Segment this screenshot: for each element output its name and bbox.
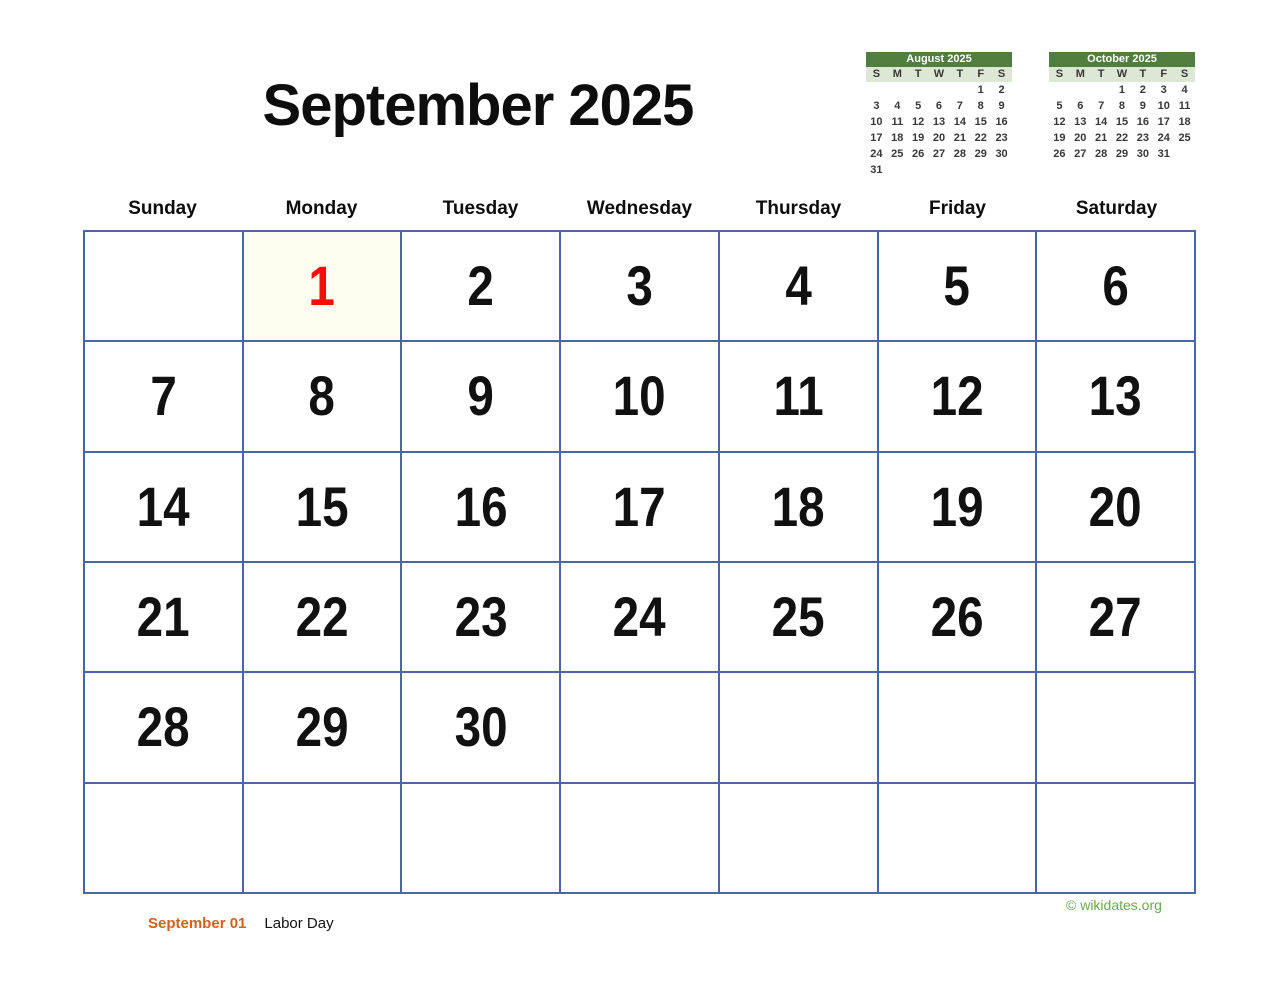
mini-day-10: 10	[870, 116, 883, 128]
mini-weekday-label: S	[1180, 68, 1189, 80]
day-number: 20	[1089, 474, 1143, 538]
mini-day-17: 17	[870, 132, 883, 144]
holiday-name-label: Labor Day	[264, 915, 334, 932]
day-cell-empty	[719, 783, 878, 893]
day-number: 16	[454, 474, 508, 538]
mini-day-5: 5	[1056, 100, 1063, 112]
page-title: September 2025	[262, 73, 694, 138]
mini-day-empty	[970, 162, 991, 178]
day-cell-1	[243, 231, 402, 341]
day-number: 4	[784, 254, 812, 318]
mini-day-27: 27	[1074, 148, 1087, 160]
mini-day-27: 27	[932, 148, 946, 160]
mini-day-empty	[991, 162, 1012, 178]
day-number: 28	[136, 695, 190, 759]
mini-day-28: 28	[953, 148, 966, 160]
mini-day-8: 8	[1118, 100, 1126, 112]
mini-day-14: 14	[953, 116, 966, 128]
day-number: 30	[454, 695, 508, 759]
day-cell-23	[401, 562, 560, 672]
mini-day-5: 5	[915, 100, 922, 112]
mini-day-16: 16	[995, 116, 1008, 128]
day-number: 17	[613, 474, 666, 538]
day-cell-6	[1036, 231, 1195, 341]
mini-weekday-label: S	[1055, 68, 1064, 80]
mini-day-9: 9	[1139, 100, 1146, 112]
mini-calendar-october[interactable]	[1049, 52, 1195, 162]
day-cell-empty	[560, 783, 719, 893]
day-cell-empty	[1036, 672, 1195, 782]
mini-weekday-label: T	[914, 68, 922, 80]
mini-day-24: 24	[870, 148, 883, 160]
day-cell-24	[560, 562, 719, 672]
mini-weekday-label: S	[997, 68, 1006, 80]
mini-day-empty	[1091, 82, 1112, 98]
mini-day-7: 7	[956, 100, 963, 112]
mini-day-6: 6	[1077, 100, 1084, 112]
mini-day-15: 15	[974, 116, 987, 128]
day-cell-empty	[84, 783, 243, 893]
mini-day-16: 16	[1136, 116, 1149, 128]
mini-day-empty	[908, 162, 929, 178]
mini-day-13: 13	[932, 116, 946, 128]
day-cell-11	[719, 341, 878, 451]
mini-day-12: 12	[912, 116, 925, 128]
mini-day-25: 25	[1178, 132, 1191, 144]
day-number: 26	[930, 585, 984, 649]
mini-day-15: 15	[1115, 116, 1129, 128]
day-number: 11	[773, 364, 824, 428]
mini-day-3: 3	[1160, 84, 1167, 96]
mini-day-11: 11	[1178, 100, 1191, 112]
day-number: 22	[295, 585, 349, 649]
weekday-label-friday: Friday	[928, 198, 987, 219]
mini-weekday-label: T	[1139, 68, 1147, 80]
mini-day-empty	[1174, 146, 1195, 162]
day-cell-empty	[401, 783, 560, 893]
day-number: 24	[613, 585, 666, 649]
mini-day-13: 13	[1074, 116, 1087, 128]
mini-weekday-row	[1049, 67, 1195, 82]
mini-weekday-row	[866, 67, 1012, 82]
mini-day-11: 11	[891, 116, 904, 128]
mini-day-26: 26	[1053, 148, 1066, 160]
day-cell-3	[560, 231, 719, 341]
day-cell-16	[401, 452, 560, 562]
day-cell-10	[560, 341, 719, 451]
calendar-grid	[83, 230, 1196, 894]
mini-day-3: 3	[873, 100, 880, 112]
mini-day-1: 1	[1118, 84, 1126, 96]
day-cell-2	[401, 231, 560, 341]
mini-day-6: 6	[935, 100, 943, 112]
weekday-header-row	[83, 198, 1196, 220]
mini-weekday-label: M	[1075, 68, 1085, 80]
mini-day-19: 19	[912, 132, 925, 144]
mini-weekday-label: M	[892, 68, 902, 80]
mini-weekday-label: F	[977, 68, 985, 80]
day-cell-13	[1036, 341, 1195, 451]
mini-day-empty	[866, 82, 887, 98]
mini-day-19: 19	[1053, 132, 1066, 144]
mini-day-1: 1	[977, 84, 984, 96]
day-cell-8	[243, 341, 402, 451]
mini-day-21: 21	[1095, 132, 1108, 144]
weekday-label-thursday: Thursday	[755, 198, 842, 219]
mini-day-17: 17	[1157, 116, 1170, 128]
day-cell-17	[560, 452, 719, 562]
mini-day-24: 24	[1157, 132, 1170, 144]
mini-day-empty	[1070, 82, 1091, 98]
mini-day-31: 31	[870, 164, 883, 176]
copyright-link[interactable]: © wikidates.org	[1066, 897, 1162, 913]
day-cell-22	[243, 562, 402, 672]
mini-day-20: 20	[1074, 132, 1087, 144]
mini-day-26: 26	[912, 148, 925, 160]
mini-day-4: 4	[894, 100, 901, 112]
mini-weekday-label: S	[872, 68, 881, 80]
mini-calendar-august[interactable]	[866, 52, 1012, 178]
day-cell-empty	[1036, 783, 1195, 893]
mini-day-18: 18	[891, 132, 904, 144]
day-number: 10	[613, 364, 666, 428]
weekday-label-saturday: Saturday	[1075, 198, 1158, 219]
day-number: 6	[1102, 254, 1129, 318]
day-cell-19	[878, 452, 1037, 562]
day-number: 9	[467, 364, 495, 428]
mini-day-22: 22	[1115, 132, 1129, 144]
day-cell-4	[719, 231, 878, 341]
day-cell-15	[243, 452, 402, 562]
day-number: 19	[930, 474, 984, 538]
mini-day-14: 14	[1095, 116, 1108, 128]
day-cell-empty	[243, 783, 402, 893]
mini-day-4: 4	[1181, 84, 1188, 96]
mini-day-empty	[908, 82, 929, 98]
day-cell-26	[878, 562, 1037, 672]
day-cell-25	[719, 562, 878, 672]
mini-day-29: 29	[1115, 148, 1129, 160]
day-cell-12	[878, 341, 1037, 451]
mini-day-empty	[929, 162, 950, 178]
day-cell-7	[84, 341, 243, 451]
weekday-label-sunday: Sunday	[128, 198, 197, 219]
day-cell-27	[1036, 562, 1195, 672]
mini-dates-grid	[1049, 82, 1195, 162]
day-cell-5	[878, 231, 1037, 341]
day-number: 5	[943, 254, 971, 318]
mini-calendar-title[interactable]: October 2025	[1049, 52, 1195, 67]
day-number: 23	[454, 585, 508, 649]
mini-day-2: 2	[1139, 84, 1146, 96]
day-number: 14	[136, 474, 190, 538]
day-number: 1	[308, 254, 336, 318]
mini-day-7: 7	[1098, 100, 1105, 112]
mini-day-10: 10	[1157, 100, 1170, 112]
day-cell-14	[84, 452, 243, 562]
mini-day-9: 9	[998, 100, 1005, 112]
mini-weekday-label: T	[956, 68, 964, 80]
weekday-label-tuesday: Tuesday	[442, 198, 519, 219]
mini-day-8: 8	[977, 100, 984, 112]
mini-day-28: 28	[1095, 148, 1108, 160]
mini-day-2: 2	[998, 84, 1005, 96]
day-cell-empty	[878, 783, 1037, 893]
day-number: 25	[771, 585, 825, 649]
mini-day-empty	[929, 82, 950, 98]
mini-weekday-label: F	[1160, 68, 1168, 80]
mini-weekday-label: W	[1116, 68, 1128, 80]
mini-day-12: 12	[1053, 116, 1066, 128]
day-number: 12	[930, 364, 984, 428]
day-cell-20	[1036, 452, 1195, 562]
mini-day-23: 23	[995, 132, 1008, 144]
mini-day-empty	[887, 82, 908, 98]
day-cell-empty	[560, 672, 719, 782]
mini-day-empty	[949, 82, 970, 98]
day-number: 8	[308, 364, 336, 428]
mini-day-30: 30	[995, 148, 1008, 160]
mini-day-23: 23	[1136, 132, 1149, 144]
mini-weekday-label: W	[933, 68, 945, 80]
day-cell-9	[401, 341, 560, 451]
day-cell-30	[401, 672, 560, 782]
mini-day-20: 20	[932, 132, 946, 144]
mini-day-25: 25	[891, 148, 904, 160]
mini-day-empty	[887, 162, 908, 178]
day-number: 7	[150, 364, 177, 428]
day-cell-18	[719, 452, 878, 562]
day-cell-empty	[878, 672, 1037, 782]
mini-day-18: 18	[1178, 116, 1191, 128]
mini-dates-grid	[866, 82, 1012, 178]
day-cell-empty	[719, 672, 878, 782]
day-number: 13	[1089, 364, 1143, 428]
day-cell-21	[84, 562, 243, 672]
mini-day-empty	[949, 162, 970, 178]
weekday-label-wednesday: Wednesday	[586, 198, 693, 219]
mini-day-empty	[1049, 82, 1070, 98]
mini-day-30: 30	[1136, 148, 1149, 160]
day-cell-empty	[84, 231, 243, 341]
day-number: 18	[771, 474, 825, 538]
mini-weekday-label: T	[1097, 68, 1105, 80]
day-number: 2	[467, 254, 495, 318]
day-number: 21	[136, 585, 190, 649]
day-number: 29	[295, 695, 349, 759]
holiday-date-label: September 01	[148, 915, 247, 932]
day-cell-28	[84, 672, 243, 782]
day-number: 15	[295, 474, 349, 538]
holiday-legend	[148, 915, 334, 932]
mini-day-22: 22	[974, 132, 987, 144]
mini-calendar-title[interactable]: August 2025	[866, 52, 1012, 67]
mini-day-21: 21	[953, 132, 966, 144]
weekday-label-monday: Monday	[285, 198, 358, 219]
day-number: 3	[626, 254, 653, 318]
mini-day-29: 29	[974, 148, 987, 160]
day-number: 27	[1089, 585, 1143, 649]
mini-day-31: 31	[1157, 148, 1170, 160]
day-cell-29	[243, 672, 402, 782]
